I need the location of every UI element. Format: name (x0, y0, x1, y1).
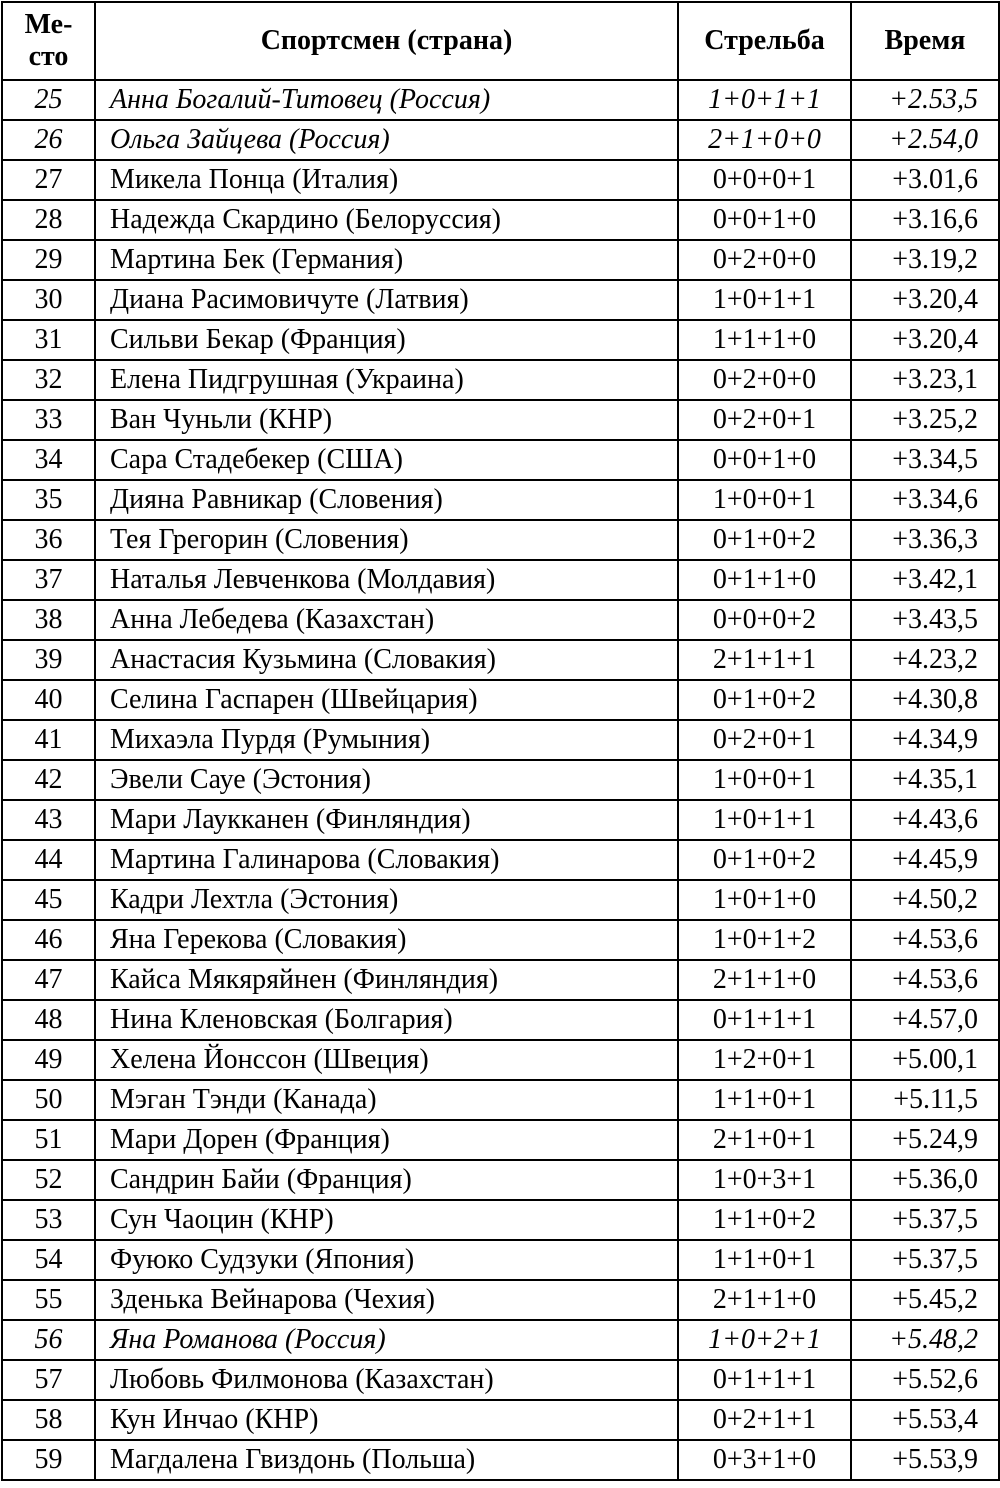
time-cell: +3.34,5 (851, 440, 999, 480)
place-cell: 38 (2, 600, 95, 640)
place-cell: 37 (2, 560, 95, 600)
shooting-column-header: Стрельба (678, 2, 851, 80)
athlete-cell: Ольга Зайцева (Россия) (95, 120, 678, 160)
time-cell: +3.36,3 (851, 520, 999, 560)
time-cell: +2.54,0 (851, 120, 999, 160)
time-cell: +5.00,1 (851, 1040, 999, 1080)
place-cell: 46 (2, 920, 95, 960)
athlete-cell: Михаэла Пурдя (Румыния) (95, 720, 678, 760)
athlete-cell: Яна Герекова (Словакия) (95, 920, 678, 960)
time-cell: +4.30,8 (851, 680, 999, 720)
time-cell: +4.23,2 (851, 640, 999, 680)
shooting-cell: 0+1+0+2 (678, 520, 851, 560)
shooting-cell: 2+1+1+0 (678, 960, 851, 1000)
athlete-cell: Микела Понца (Италия) (95, 160, 678, 200)
athlete-cell: Любовь Филмонова (Казахстан) (95, 1360, 678, 1400)
table-row (2, 1440, 999, 1480)
table-row (2, 600, 999, 640)
time-cell: +4.50,2 (851, 880, 999, 920)
shooting-cell: 2+1+0+0 (678, 120, 851, 160)
athlete-cell: Магдалена Гвиздонь (Польша) (95, 1440, 678, 1480)
time-cell: +3.43,5 (851, 600, 999, 640)
athlete-cell: Анастасия Кузьмина (Словакия) (95, 640, 678, 680)
table-row (2, 1240, 999, 1280)
shooting-cell: 1+0+0+1 (678, 480, 851, 520)
athlete-cell: Мартина Галинарова (Словакия) (95, 840, 678, 880)
athlete-cell: Кун Инчао (КНР) (95, 1400, 678, 1440)
shooting-cell: 0+1+0+2 (678, 680, 851, 720)
athlete-cell: Анна Лебедева (Казахстан) (95, 600, 678, 640)
time-cell: +5.37,5 (851, 1200, 999, 1240)
athlete-cell: Сандрин Байи (Франция) (95, 1160, 678, 1200)
time-cell: +3.34,6 (851, 480, 999, 520)
table-row (2, 1400, 999, 1440)
shooting-cell: 1+0+1+1 (678, 800, 851, 840)
time-cell: +4.43,6 (851, 800, 999, 840)
shooting-cell: 0+3+1+0 (678, 1440, 851, 1480)
place-cell: 58 (2, 1400, 95, 1440)
time-cell: +3.01,6 (851, 160, 999, 200)
athlete-cell: Сильви Бекар (Франция) (95, 320, 678, 360)
place-cell: 57 (2, 1360, 95, 1400)
athlete-cell: Анна Богалий-Титовец (Россия) (95, 80, 678, 120)
time-cell: +3.16,6 (851, 200, 999, 240)
time-cell: +5.53,4 (851, 1400, 999, 1440)
header-row (2, 2, 999, 80)
place-cell: 32 (2, 360, 95, 400)
table-row (2, 1080, 999, 1120)
shooting-cell: 1+1+1+0 (678, 320, 851, 360)
table-row (2, 1320, 999, 1360)
athlete-cell: Нина Кленовская (Болгария) (95, 1000, 678, 1040)
table-row (2, 360, 999, 400)
table-row (2, 840, 999, 880)
place-cell: 41 (2, 720, 95, 760)
athlete-cell: Зденька Вейнарова (Чехия) (95, 1280, 678, 1320)
shooting-cell: 1+0+1+2 (678, 920, 851, 960)
shooting-cell: 0+1+1+0 (678, 560, 851, 600)
athlete-cell: Мари Лаукканен (Финляндия) (95, 800, 678, 840)
table-body (2, 80, 999, 1480)
table-row (2, 1280, 999, 1320)
shooting-cell: 0+1+1+1 (678, 1000, 851, 1040)
place-cell: 52 (2, 1160, 95, 1200)
shooting-cell: 1+0+1+1 (678, 280, 851, 320)
table-row (2, 760, 999, 800)
time-cell: +4.53,6 (851, 920, 999, 960)
table-row (2, 520, 999, 560)
time-cell: +4.57,0 (851, 1000, 999, 1040)
place-cell: 59 (2, 1440, 95, 1480)
table-row (2, 200, 999, 240)
time-column-header: Время (851, 2, 999, 80)
place-cell: 56 (2, 1320, 95, 1360)
shooting-cell: 0+2+0+1 (678, 400, 851, 440)
table-row (2, 560, 999, 600)
shooting-cell: 0+0+0+2 (678, 600, 851, 640)
shooting-cell: 2+1+1+1 (678, 640, 851, 680)
place-cell: 35 (2, 480, 95, 520)
shooting-cell: 1+1+0+1 (678, 1240, 851, 1280)
table-row (2, 1040, 999, 1080)
shooting-cell: 1+1+0+1 (678, 1080, 851, 1120)
place-cell: 53 (2, 1200, 95, 1240)
athlete-cell: Эвели Сауе (Эстония) (95, 760, 678, 800)
time-cell: +5.36,0 (851, 1160, 999, 1200)
time-cell: +3.20,4 (851, 280, 999, 320)
time-cell: +3.42,1 (851, 560, 999, 600)
athlete-cell: Сун Чаоцин (КНР) (95, 1200, 678, 1240)
table-row (2, 920, 999, 960)
shooting-cell: 1+0+2+1 (678, 1320, 851, 1360)
table-row (2, 720, 999, 760)
place-cell: 45 (2, 880, 95, 920)
athlete-cell: Яна Романова (Россия) (95, 1320, 678, 1360)
table-row (2, 880, 999, 920)
athlete-cell: Сара Стадебекер (США) (95, 440, 678, 480)
place-cell: 49 (2, 1040, 95, 1080)
time-cell: +5.53,9 (851, 1440, 999, 1480)
table-row (2, 80, 999, 120)
table-row (2, 480, 999, 520)
table-row (2, 1000, 999, 1040)
athlete-cell: Наталья Левченкова (Молдавия) (95, 560, 678, 600)
shooting-cell: 0+0+0+1 (678, 160, 851, 200)
place-cell: 54 (2, 1240, 95, 1280)
shooting-cell: 0+2+0+1 (678, 720, 851, 760)
time-cell: +4.45,9 (851, 840, 999, 880)
place-cell: 25 (2, 80, 95, 120)
time-cell: +3.25,2 (851, 400, 999, 440)
shooting-cell: 0+1+1+1 (678, 1360, 851, 1400)
place-cell: 33 (2, 400, 95, 440)
table-row (2, 440, 999, 480)
place-cell: 43 (2, 800, 95, 840)
time-cell: +5.48,2 (851, 1320, 999, 1360)
athlete-cell: Фуюко Судзуки (Япония) (95, 1240, 678, 1280)
athlete-cell: Хелена Йонссон (Швеция) (95, 1040, 678, 1080)
time-cell: +5.24,9 (851, 1120, 999, 1160)
shooting-cell: 0+0+1+0 (678, 200, 851, 240)
place-cell: 28 (2, 200, 95, 240)
athlete-cell: Диана Расимовичуте (Латвия) (95, 280, 678, 320)
shooting-cell: 0+0+1+0 (678, 440, 851, 480)
athlete-cell: Мартина Бек (Германия) (95, 240, 678, 280)
place-cell: 42 (2, 760, 95, 800)
athlete-cell: Елена Пидгрушная (Украина) (95, 360, 678, 400)
athlete-cell: Кадри Лехтла (Эстония) (95, 880, 678, 920)
table-row (2, 1160, 999, 1200)
athlete-column-header: Спортсмен (страна) (95, 2, 678, 80)
table-row (2, 240, 999, 280)
shooting-cell: 2+1+0+1 (678, 1120, 851, 1160)
shooting-cell: 2+1+1+0 (678, 1280, 851, 1320)
time-cell: +5.45,2 (851, 1280, 999, 1320)
table-row (2, 1200, 999, 1240)
place-cell: 44 (2, 840, 95, 880)
shooting-cell: 1+0+3+1 (678, 1160, 851, 1200)
place-cell: 36 (2, 520, 95, 560)
place-column-header (2, 2, 95, 80)
table-row (2, 640, 999, 680)
athlete-cell: Тея Грегорин (Словения) (95, 520, 678, 560)
athlete-cell: Селина Гаспарен (Швейцария) (95, 680, 678, 720)
place-cell: 26 (2, 120, 95, 160)
place-cell: 40 (2, 680, 95, 720)
athlete-cell: Мэган Тэнди (Канада) (95, 1080, 678, 1120)
shooting-cell: 1+2+0+1 (678, 1040, 851, 1080)
table-row (2, 1120, 999, 1160)
athlete-cell: Дияна Равникар (Словения) (95, 480, 678, 520)
time-cell: +3.19,2 (851, 240, 999, 280)
table-row (2, 320, 999, 360)
time-cell: +5.11,5 (851, 1080, 999, 1120)
place-cell: 55 (2, 1280, 95, 1320)
table-row (2, 960, 999, 1000)
time-cell: +5.52,6 (851, 1360, 999, 1400)
shooting-cell: 1+0+0+1 (678, 760, 851, 800)
time-cell: +3.20,4 (851, 320, 999, 360)
athlete-cell: Ван Чуньли (КНР) (95, 400, 678, 440)
time-cell: +4.53,6 (851, 960, 999, 1000)
place-cell: 29 (2, 240, 95, 280)
athlete-cell: Кайса Мякяряйнен (Финляндия) (95, 960, 678, 1000)
athlete-cell: Надежда Скардино (Белоруссия) (95, 200, 678, 240)
place-cell: 27 (2, 160, 95, 200)
place-cell: 50 (2, 1080, 95, 1120)
place-cell: 30 (2, 280, 95, 320)
table-row (2, 280, 999, 320)
time-cell: +5.37,5 (851, 1240, 999, 1280)
shooting-cell: 0+2+0+0 (678, 240, 851, 280)
place-header-line2: сто (28, 41, 69, 72)
athlete-cell: Мари Дорен (Франция) (95, 1120, 678, 1160)
place-cell: 48 (2, 1000, 95, 1040)
table-row (2, 800, 999, 840)
table-row (2, 400, 999, 440)
shooting-cell: 1+1+0+2 (678, 1200, 851, 1240)
table-row (2, 1360, 999, 1400)
shooting-cell: 1+0+1+1 (678, 80, 851, 120)
table-row (2, 120, 999, 160)
place-cell: 39 (2, 640, 95, 680)
place-cell: 34 (2, 440, 95, 480)
place-cell: 47 (2, 960, 95, 1000)
place-cell: 31 (2, 320, 95, 360)
shooting-cell: 0+2+1+1 (678, 1400, 851, 1440)
time-cell: +4.35,1 (851, 760, 999, 800)
shooting-cell: 1+0+1+0 (678, 880, 851, 920)
table-row (2, 680, 999, 720)
time-cell: +4.34,9 (851, 720, 999, 760)
shooting-cell: 0+2+0+0 (678, 360, 851, 400)
place-header-line1: Ме- (24, 9, 73, 40)
time-cell: +3.23,1 (851, 360, 999, 400)
place-cell: 51 (2, 1120, 95, 1160)
results-table (1, 1, 1000, 1481)
shooting-cell: 0+1+0+2 (678, 840, 851, 880)
time-cell: +2.53,5 (851, 80, 999, 120)
table-row (2, 160, 999, 200)
